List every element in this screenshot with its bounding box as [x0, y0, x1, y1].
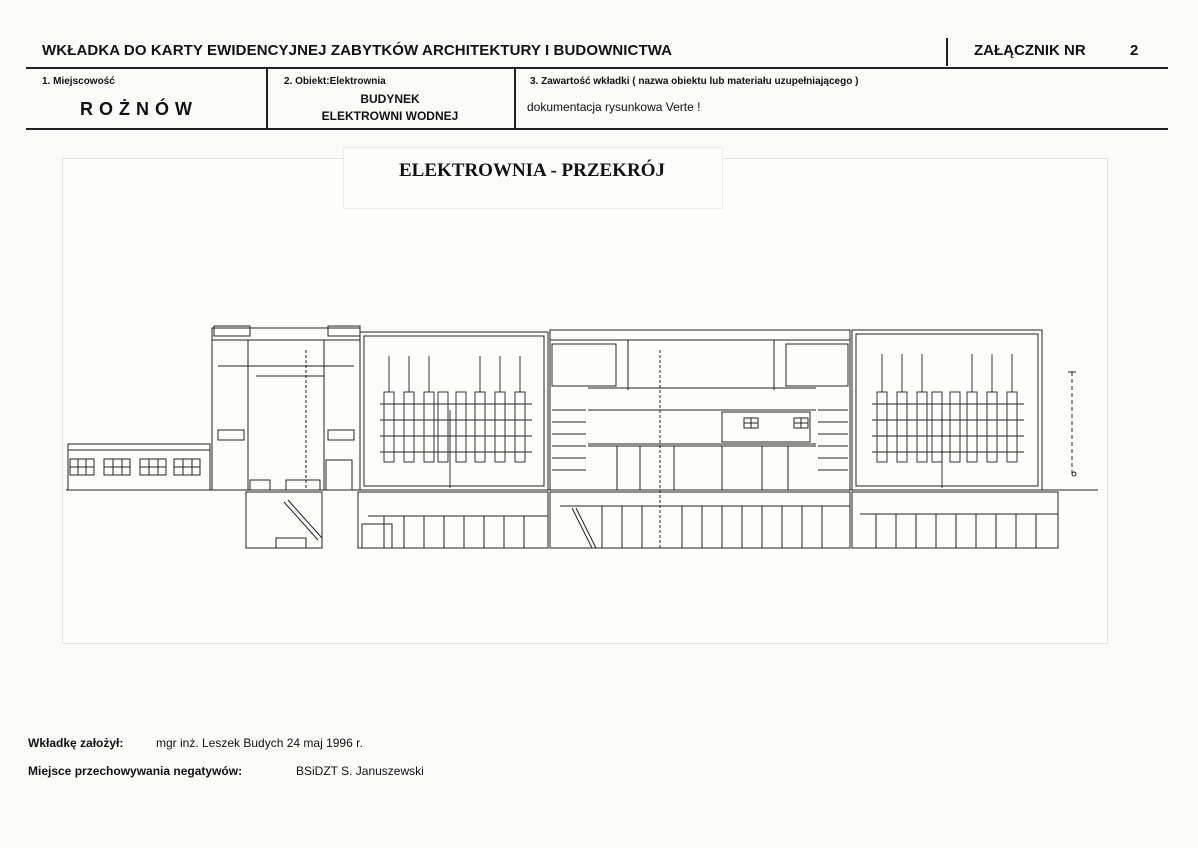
storage-value: BSiDZT S. Januszewski — [296, 764, 424, 778]
left-basement — [246, 492, 322, 548]
location-label: 1. Miejscowość — [42, 76, 115, 87]
field-divider-2 — [514, 68, 516, 129]
location-value: ROŻNÓW — [80, 99, 198, 119]
left-generators — [380, 356, 532, 488]
drawing-title: ELEKTROWNIA - PRZEKRÓJ — [398, 160, 666, 181]
right-turbine-hall — [852, 330, 1042, 490]
left-lower-chambers — [358, 492, 548, 548]
content-label: 3. Zawartość wkładki ( nazwa obiektu lub materiału uzupełniającego ) — [530, 76, 859, 87]
header-rule — [26, 67, 1168, 69]
central-stairs — [552, 410, 848, 470]
annex-windows — [70, 459, 200, 475]
object-value — [290, 91, 490, 125]
author-value: mgr inż. Leszek Budych 24 maj 1996 r. — [156, 736, 363, 750]
content-value: dokumentacja rysunkowa Verte ! — [527, 100, 701, 114]
central-lower — [550, 492, 850, 548]
object-value-line2: ELEKTROWNI WODNEJ — [321, 109, 459, 123]
object-value-line1: BUDYNEK — [360, 92, 420, 106]
storage-label: Miejsce przechowywania negatywów: — [28, 764, 243, 778]
fields-bottom-rule — [26, 128, 1168, 130]
field-divider-1 — [266, 68, 268, 129]
left-tower — [212, 328, 360, 490]
power-plant-section-drawing — [62, 310, 1102, 560]
object-label: 2. Obiekt:Elektrownia — [284, 76, 386, 87]
right-generators — [872, 354, 1024, 488]
annex-number: 2 — [1130, 42, 1139, 59]
right-lower-chambers — [852, 492, 1058, 548]
left-turbine-hall — [360, 332, 548, 490]
annex-label: ZAŁĄCZNIK NR — [974, 42, 1086, 59]
author-label: Wkładkę założył: — [28, 736, 124, 750]
header-divider — [946, 38, 948, 66]
card-header-title: WKŁADKA DO KARTY EWIDENCYJNEJ ZABYTKÓW ARCHITEKTURY I BUDOWNICTWA — [42, 42, 673, 59]
